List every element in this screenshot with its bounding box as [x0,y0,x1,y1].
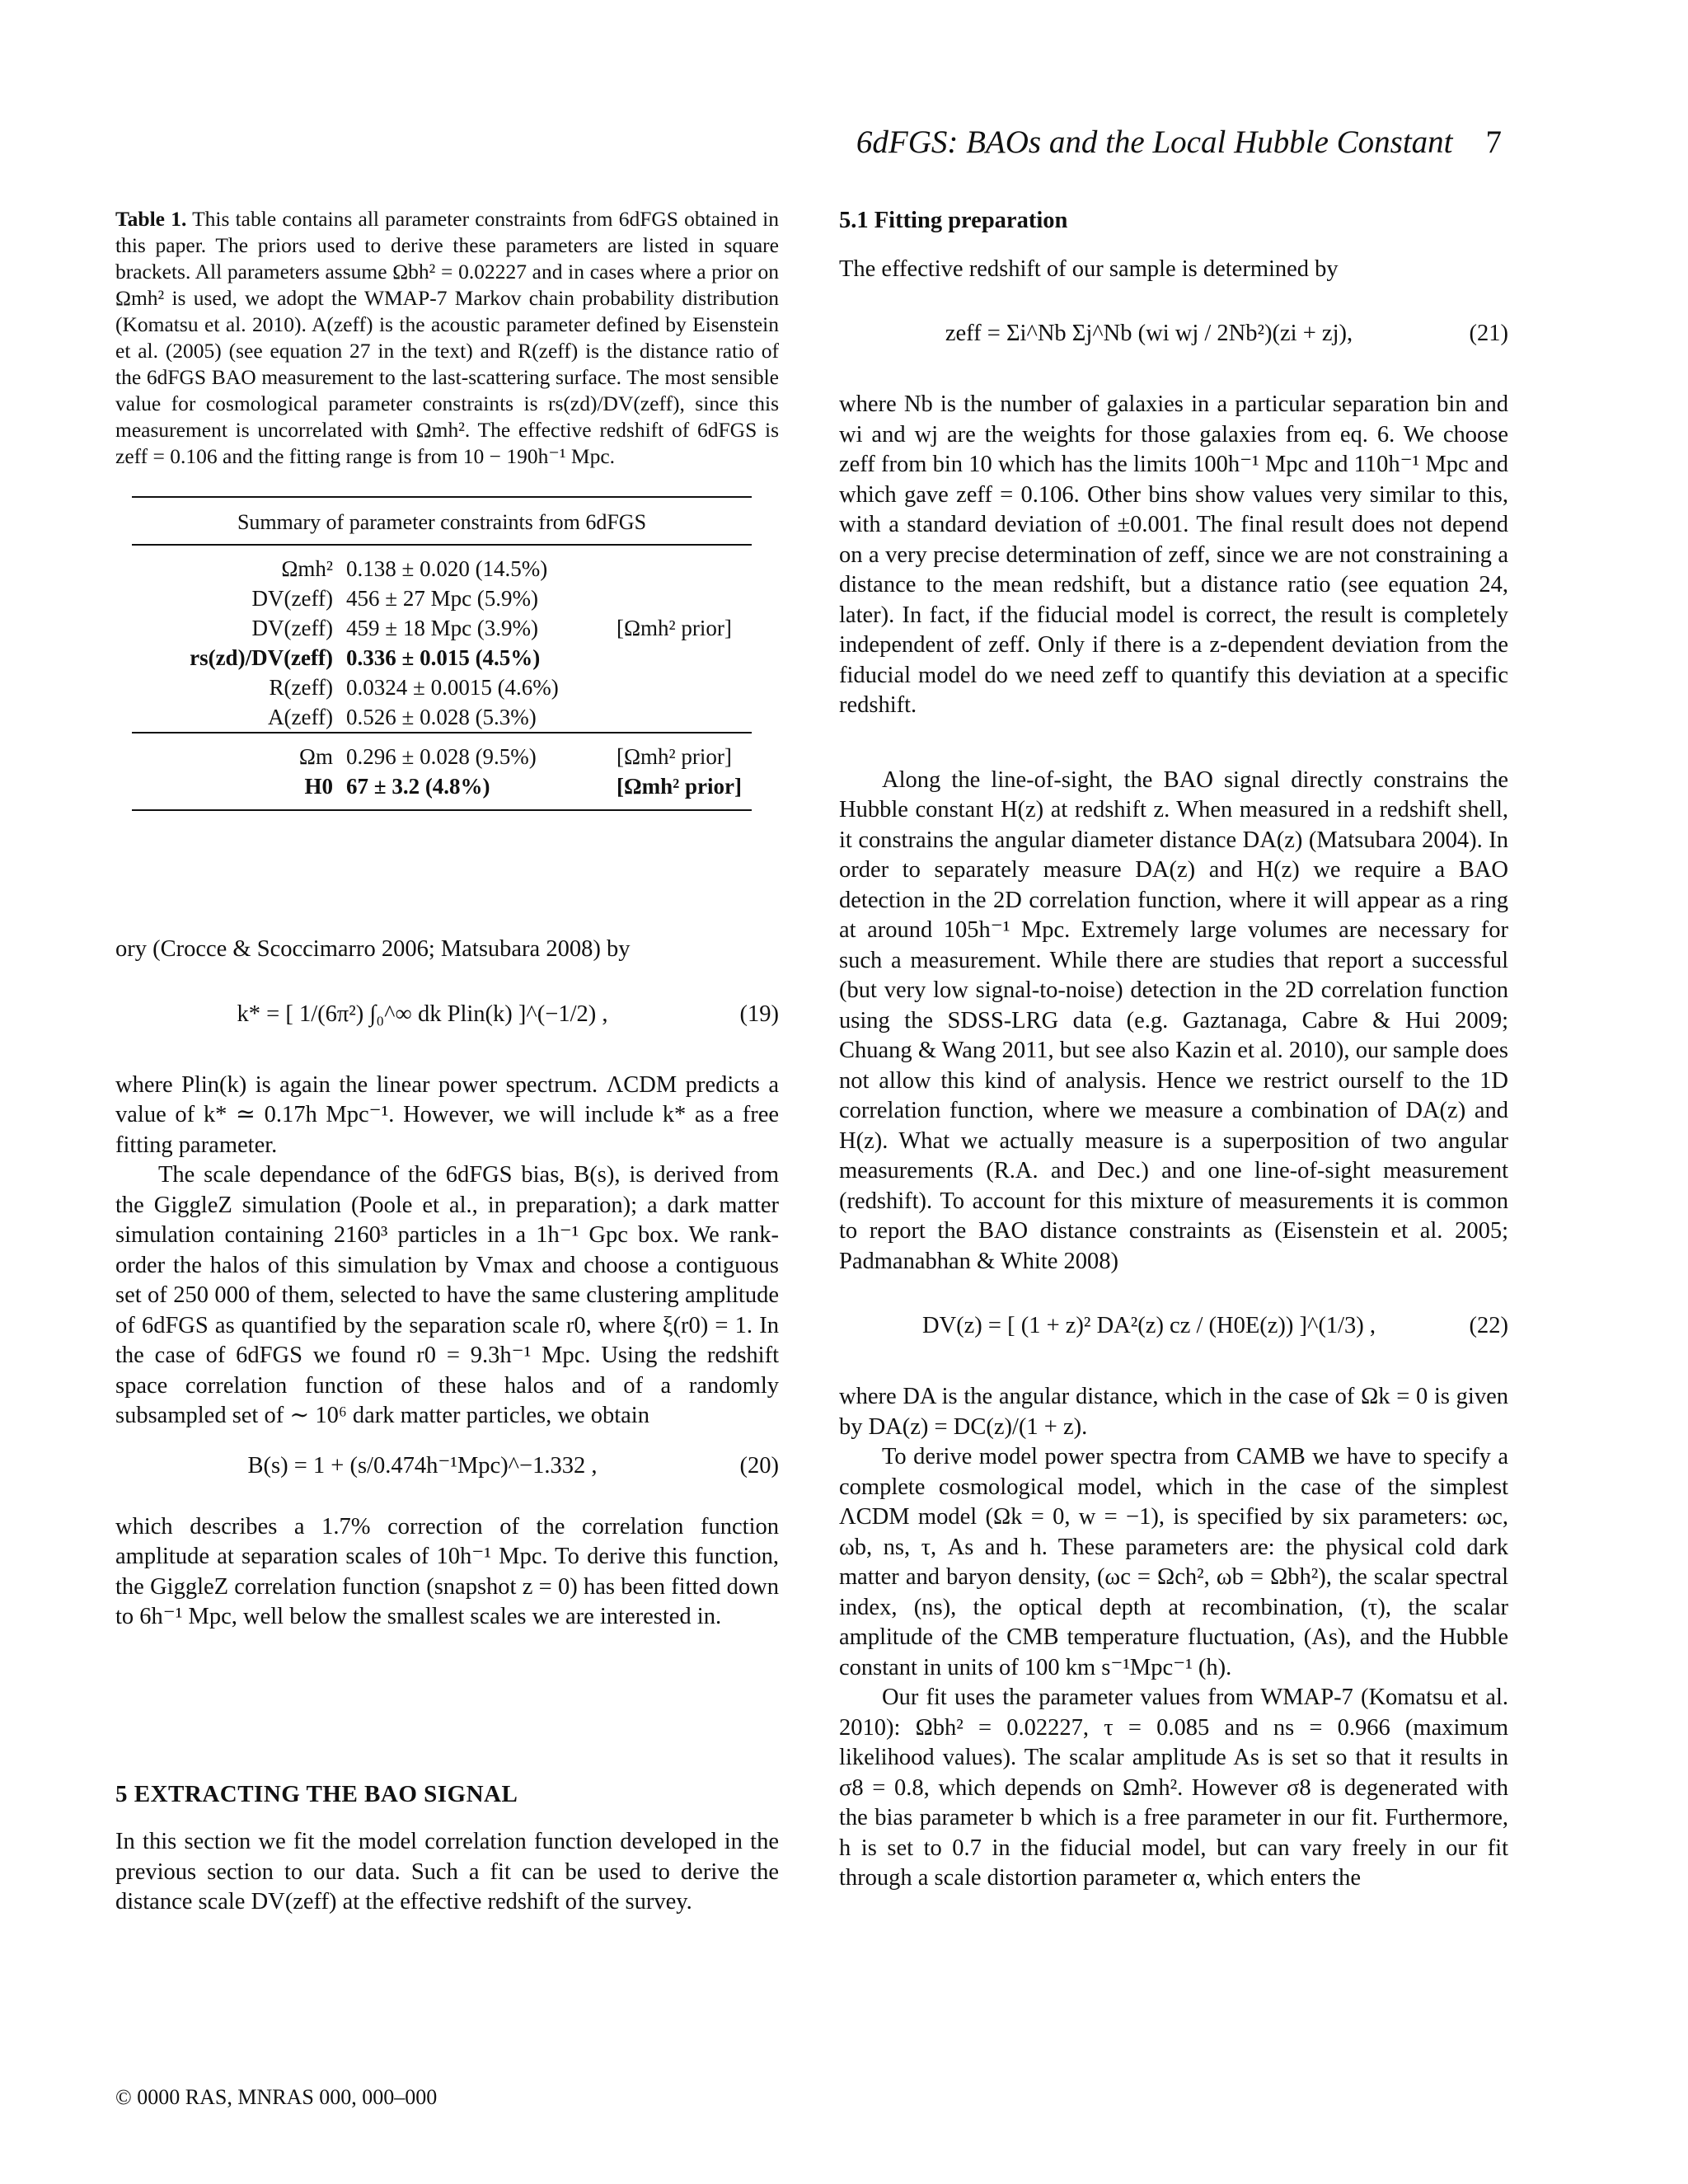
table-prior [610,643,752,673]
table-prior [610,583,752,613]
equation-21 [839,296,1508,378]
equation-20 [115,1443,779,1501]
table-value: 0.526 ± 0.028 (5.3%) [346,705,537,729]
right-column [839,206,1508,1894]
table-param: rs(zd)/DV(zeff) [190,645,333,670]
page-number: 7 [1485,124,1502,160]
paragraph: which describes a 1.7% correction of the correlation function amplitude at separation scales of 10h⁻¹ Mpc. To derive this function, the GiggleZ correlation function (snapshot z = 0) has been fitted down to 6h⁻¹ Mpc, well below the smallest scales we are interested in. [115,1513,779,1629]
table-caption [115,206,779,470]
table-prior: [Ωmh² prior] [617,616,732,640]
table-value: 0.0324 ± 0.0015 (4.6%) [346,675,559,700]
equation-number: (21) [1469,321,1508,346]
table-value: 0.296 ± 0.028 (9.5%) [340,733,610,771]
table-value: 0.138 ± 0.020 (14.5%) [340,545,610,583]
table-value: 459 ± 18 Mpc (3.9%) [346,616,539,640]
parameter-table [132,496,752,811]
running-header [856,124,1502,161]
paragraph: In this section we fit the model correlation function developed in the previous section to our data. Such a fit can be used to derive the distance scale DV(zeff) at the effective redshift of the survey. [115,1829,779,1915]
paragraph: The scale dependance of the 6dFGS bias, B(s), is derived from the GiggleZ simulation (Poole et al., in preparation); a dark matter simulation containing 2160³ particles in a 1h⁻¹ Gpc box. We rank-order the halos of this simulation by Vmax and choose a contiguous set of 250 000 of them, selected to have the same clustering amplitude of 6dFGS as quantified by the separation scale r0, where ξ(r0) = 1. In the case of 6dFGS we found r0 = 9.3h⁻¹ Mpc. Using the redshift space correlation function of these halos and of a randomly subsampled set of ∼ 10⁶ dark matter particles, we obtain [115,1162,779,1428]
left-column [115,206,779,1918]
equation-number: (22) [1469,1313,1508,1338]
equation-body: k* = [ 1/(6π²) ∫₀^∞ dk Plin(k) ]^(−1/2) , [237,1001,608,1027]
table-prior: [Ωmh² prior] [610,771,752,810]
paragraph: where DA is the angular distance, which in the case of Ωk = 0 is given by DA(z) = DC(z)/(1 + z). [839,1384,1508,1440]
paragraph: where Nb is the number of galaxies in a particular separation bin and wi and wj are the weights for those galaxies from eq. 6. We choose zeff from bin 10 which has the limits 100h⁻¹ Mpc and 110h⁻¹ Mpc and which gave zeff = 0.106. Other bins show values very similar to this, with a standard deviation of ±0.001. The final result does not depend on a very precise determination of zeff, since we are not constraining a distance to the mean redshift, but a distance ratio (see equation 24, later). In fact, if the fiducial model is correct, the result is completely independent of zeff. Only if there is a z-dependent deviation from the fiducial model do we need zeff to quantify this deviation at a specific redshift. [839,391,1508,718]
equation-number: (19) [739,1001,779,1027]
equation-22 [839,1288,1508,1371]
paragraph: Along the line-of-sight, the BAO signal directly constrains the Hubble constant H(z) at redshift z. When measured in a redshift shell, it constrains the angular diameter distance DA(z) (Matsubara 2004). In order to separately measure DA(z) and H(z) we require a BAO detection in the 2D correlation function, where it will appear as a ring at around 105h⁻¹ Mpc. Extremely large volumes are necessary for such a measurement. While there are studies that report a successful (but very low signal-to-noise) detection in the 2D correlation function using the SDSS-LRG data (e.g. Gaztanaga, Cabre & Hui 2009; Chuang & Wang 2011, but see also Kazin et al. 2010), our sample does not allow this kind of analysis. Hence we restrict ourself to the 1D correlation function, where we measure a combination of DA(z) and H(z). What we actually measure is a superposition of two angular measurements (R.A. and Dec.) and one line-of-sight measurement (redshift). To account for this mixture of measurements it is common to report the BAO distance constraints as (Eisenstein et al. 2005; Padmanabhan & White 2008) [839,766,1508,1274]
paragraph: To derive model power spectra from CAMB we have to specify a complete cosmological model, which in the case of the simplest ΛCDM model (Ωk = 0, w = −1), is specified by six parameters: ωc, ωb, ns, τ, As and h. These parameters are: the physical cold dark matter and baryon density, (ωc = Ωch², ωb = Ωbh²), the scalar spectral index, (ns), the optical depth at recombination, (τ), the scalar amplitude of the CMB temperature fluctuation, (As), and the Hubble constant in units of 100 km s⁻¹Mpc⁻¹ (h). [839,1444,1508,1680]
equation-number: (20) [739,1452,779,1479]
paragraph: Our fit uses the parameter values from WMAP-7 (Komatsu et al. 2010): Ωbh² = 0.02227, τ = 0.085 and ns = 0.966 (maximum likelihood values). The scalar amplitude As is set so that it results in σ8 = 0.8, which depends on Ωmh². However σ8 is degenerated with the bias parameter b which is a free parameter in our fit. Furthermore, h is set to 0.7 in the fiducial model, but can vary freely in our fit through a scale distortion parameter α, which enters the [839,1685,1508,1891]
equation-body: zeff = Σi^Nb Σj^Nb (wi wj / 2Nb²)(zi + zj), [945,321,1353,346]
table-label: Table 1. [115,207,187,231]
table-param: A(zeff) [268,705,333,729]
running-title: 6dFGS: BAOs and the Local Hubble Constant [856,124,1453,160]
table-prior [610,673,752,702]
table-prior [610,545,752,583]
table-value: 0.336 ± 0.015 (4.5%) [346,645,541,670]
copyright-footer: © 0000 RAS, MNRAS 000, 000–000 [115,2085,438,2109]
table-param: H0 [132,771,340,810]
table-prior: [Ωmh² prior] [610,733,752,771]
section-heading: 5 EXTRACTING THE BAO SIGNAL [115,1780,518,1807]
table-caption-text: This table contains all parameter constraints from 6dFGS obtained in this paper. The priors used to derive these parameters are listed in square brackets. All parameters assume Ωbh² = 0.02227 and in cases where a prior on Ωmh² is used, we adopt the WMAP-7 Markov chain probability distribution (Komatsu et al. 2010). A(zeff) is the acoustic parameter defined by Eisenstein et al. (2005) (see equation 27 in the text) and R(zeff) is the distance ratio of the 6dFGS BAO measurement to the last-scattering surface. The most sensible value for cosmological parameter constraints is rs(zd)/DV(zeff), since this measurement is uncorrelated with Ωmh². The effective redshift of 6dFGS is zeff = 0.106 and the fitting range is from 10 − 190h⁻¹ Mpc. [115,207,779,468]
paragraph: where Plin(k) is again the linear power spectrum. ΛCDM predicts a value of k* ≃ 0.17h Mpc⁻¹. However, we will include k* as a free fitting parameter. [115,1071,779,1158]
paragraph: ory (Crocce & Scoccimarro 2006; Matsubara 2008) by [115,936,631,962]
table-prior [610,702,752,733]
subsection-heading: 5.1 Fitting preparation [839,208,1068,233]
table-param: R(zeff) [269,675,333,700]
table-param: Ωmh² [132,545,340,583]
table-param: Ωm [132,733,340,771]
table-value: 67 ± 3.2 (4.8%) [340,771,610,810]
equation-body: B(s) = 1 + (s/0.474h⁻¹Mpc)^−1.332 , [247,1452,598,1479]
equation-19 [115,977,779,1059]
table-title: Summary of parameter constraints from 6dFGS [132,497,752,545]
table-value: 456 ± 27 Mpc (5.9%) [346,586,539,611]
table-param: DV(zeff) [251,616,333,640]
table-param: DV(zeff) [251,586,333,611]
paragraph: The effective redshift of our sample is determined by [839,255,1339,282]
equation-body: DV(z) = [ (1 + z)² DA²(z) cz / (H0E(z)) ]^(1/3) , [921,1313,1376,1338]
